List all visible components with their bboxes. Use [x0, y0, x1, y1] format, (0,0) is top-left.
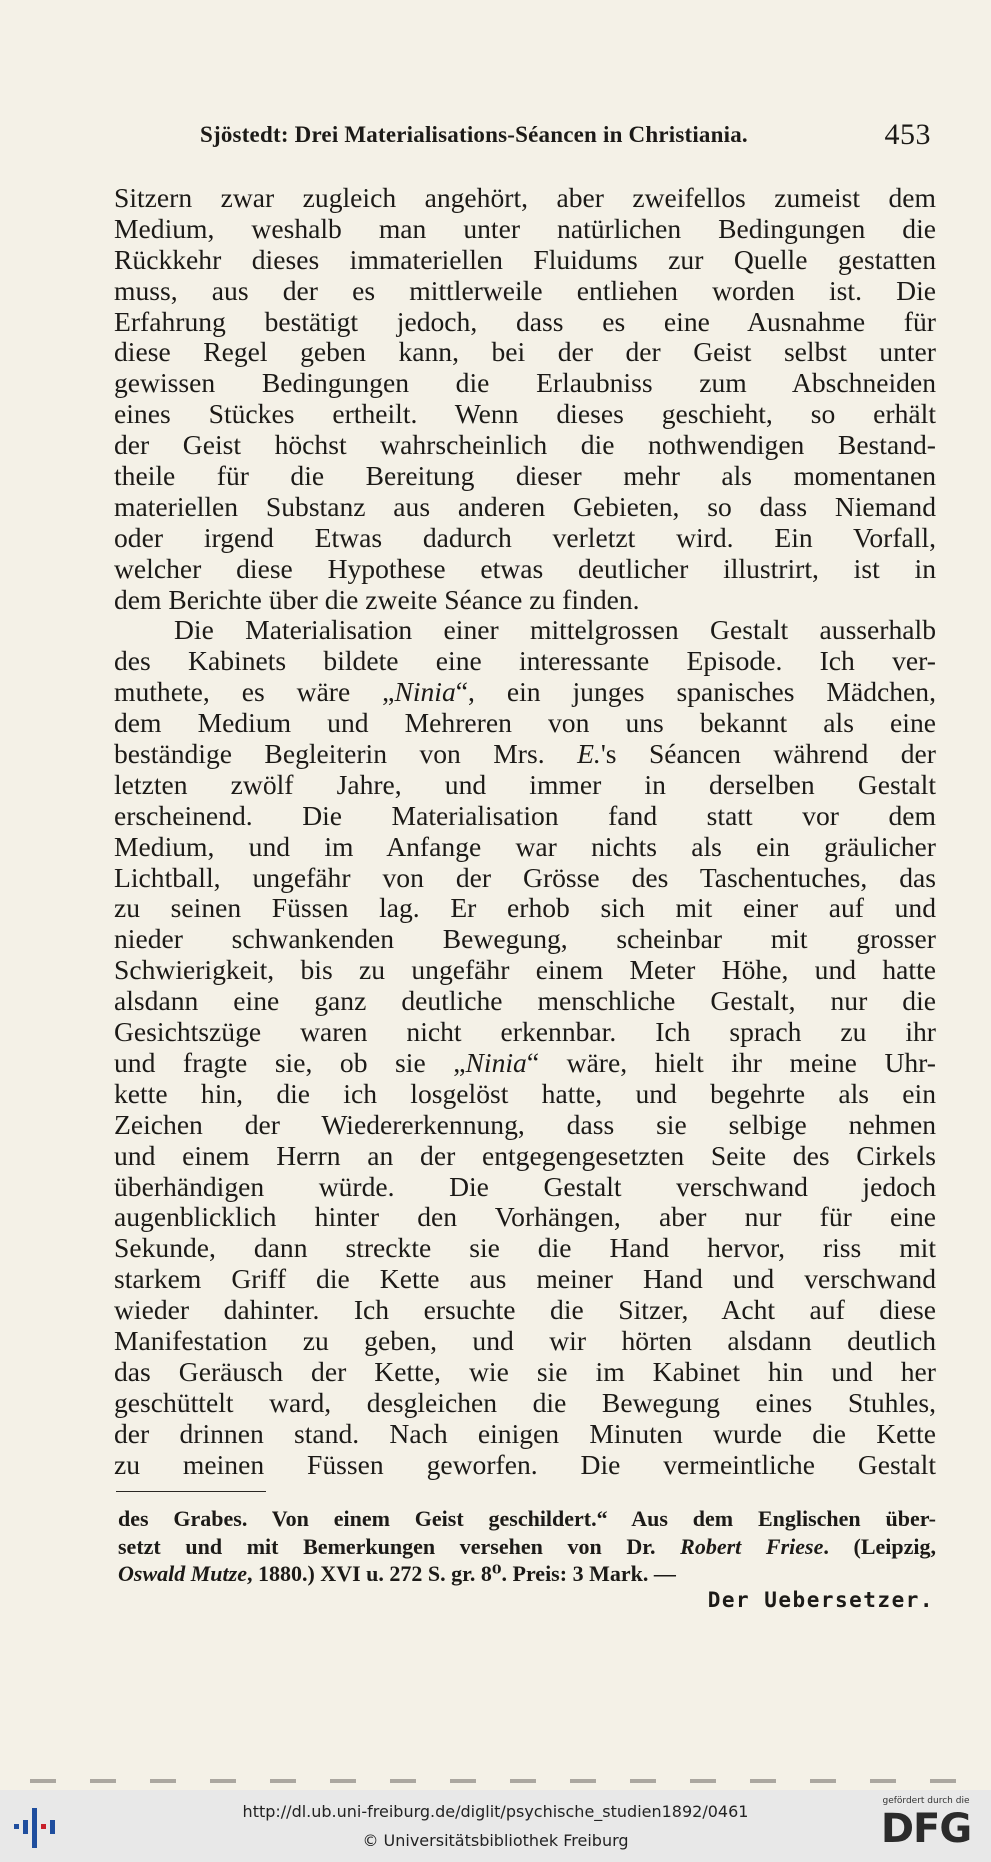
running-head — [200, 118, 935, 158]
text-line: und einem Herrn an der entgegengesetzten Seite des Cirkels — [114, 1140, 936, 1171]
text-line: nieder schwankenden Bewegung, scheinbar mit grosser — [114, 924, 936, 955]
text-line: Gesichtszüge waren nicht erkennbar. Ich sprach zu ihr — [114, 1017, 936, 1048]
text-line: theile für die Bereitung dieser mehr als momentanen — [114, 461, 936, 492]
permalink-url[interactable]: http://dl.ub.uni-freiburg.de/diglit/psychische_studien1892/0461 — [242, 1802, 749, 1821]
translator-signature: Der Uebersetzer. — [707, 1588, 934, 1612]
text-line: Zeichen der Wiedererkennung, dass sie selbige nehmen — [114, 1109, 936, 1140]
dfg-funding-badge[interactable] — [871, 1796, 981, 1858]
footnote-line: setzt und mit Bemerkungen versehen von Dr. Robert Friese. (Leipzig, — [118, 1533, 936, 1559]
text-line: Lichtball, ungefähr von der Grösse des Taschentuches, das — [114, 862, 936, 893]
footnote — [118, 1505, 936, 1612]
text-line: Medium, und im Anfange war nichts als ein gräulicher — [114, 831, 936, 862]
text-line: diese Regel geben kann, bei der der Geist selbst unter — [114, 337, 936, 368]
running-title: Sjöstedt: Drei Materialisations-Séancen in Christiania. — [200, 122, 748, 147]
text-line: geschüttelt ward, desgleichen die Bewegung eines Stuhles, — [114, 1387, 936, 1418]
text-line: Medium, weshalb man unter natürlichen Bedingungen die — [114, 213, 936, 244]
dfg-caption: gefördert durch die — [882, 1796, 970, 1806]
body-text — [114, 183, 936, 1480]
footnote-rule — [116, 1491, 266, 1492]
text-line: zu seinen Füssen lag. Er erhob sich mit einer auf und — [114, 893, 936, 924]
scan-edge-marks — [30, 1779, 980, 1783]
text-line: starkem Griff die Kette aus meiner Hand und verschwand — [114, 1264, 936, 1295]
text-line: dem Medium und Mehreren von uns bekannt als eine — [114, 708, 936, 739]
footnote-line: Oswald Mutze, 1880.) XVI u. 272 S. gr. 8⁰. Preis: 3 Mark. — — [118, 1561, 676, 1586]
text-line: oder irgend Etwas dadurch verletzt wird. Ein Vorfall, — [114, 522, 936, 553]
text-line: muss, aus der es mittlerweile entliehen worden ist. Die — [114, 275, 936, 306]
text-line: Erfahrung bestätigt jedoch, dass es eine Ausnahme für — [114, 306, 936, 337]
text-line: des Kabinets bildete eine interessante Episode. Ich ver- — [114, 646, 936, 677]
text-line: Schwierigkeit, bis zu ungefähr einem Meter Höhe, und hatte — [114, 955, 936, 986]
text-line: muthete, es wäre „Ninia“, ein junges spanisches Mädchen, — [114, 677, 936, 708]
text-line: alsdann eine ganz deutliche menschliche Gestalt, nur die — [114, 986, 936, 1017]
footnote-line: des Grabes. Von einem Geist geschildert.“ Aus dem Englischen über- — [118, 1506, 936, 1531]
text-line: eines Stückes ertheilt. Wenn dieses geschieht, so erhält — [114, 399, 936, 430]
text-line: der Geist höchst wahrscheinlich die nothwendigen Bestand- — [114, 430, 936, 461]
text-line: das Geräusch der Kette, wie sie im Kabinet hin und her — [114, 1356, 936, 1387]
text-line: welcher diese Hypothese etwas deutlicher illustrirt, ist in — [114, 553, 936, 584]
page-number: 453 — [884, 118, 931, 151]
text-line: überhändigen würde. Die Gestalt verschwand jedoch — [114, 1171, 936, 1202]
text-line: Rückkehr dieses immateriellen Fluidums zur Quelle gestatten — [114, 244, 936, 275]
text-line: wieder dahinter. Ich ersuchte die Sitzer, Acht auf diese — [114, 1295, 936, 1326]
paragraph-end-line: dem Berichte über die zweite Séance zu finden. — [114, 584, 640, 615]
text-line: augenblicklich hinter den Vorhängen, aber nur für eine — [114, 1202, 936, 1233]
text-line: erscheinend. Die Materialisation fand statt vor dem — [114, 800, 936, 831]
text-line: Sitzern zwar zugleich angehört, aber zweifellos zumeist dem — [114, 183, 936, 213]
paragraph-start-line: Die Materialisation einer mittelgrossen Gestalt ausserhalb — [174, 615, 936, 646]
text-line: zu meinen Füssen geworfen. Die vermeintliche Gestalt — [114, 1449, 936, 1480]
text-line: kette hin, die ich losgelöst hatte, und begehrte als ein — [114, 1078, 936, 1109]
text-line: materiellen Substanz aus anderen Gebieten, so dass Niemand — [114, 491, 936, 522]
text-line: der drinnen stand. Nach einigen Minuten wurde die Kette — [114, 1418, 936, 1449]
dfg-logo-icon: DFG — [880, 1806, 972, 1852]
text-line: gewissen Bedingungen die Erlaubniss zum Abschneiden — [114, 368, 936, 399]
text-line: beständige Begleiterin von Mrs. E.'s Séancen während der — [114, 739, 936, 770]
copyright-notice: © Universitätsbibliothek Freiburg — [362, 1831, 629, 1850]
text-line: Manifestation zu geben, und wir hörten alsdann deutlich — [114, 1325, 936, 1356]
viewer-footer — [0, 1790, 991, 1862]
text-line: und fragte sie, ob sie „Ninia“ wäre, hielt ihr meine Uhr- — [114, 1047, 936, 1078]
text-line: Sekunde, dann streckte sie die Hand hervor, riss mit — [114, 1233, 936, 1264]
text-line: letzten zwölf Jahre, und immer in derselben Gestalt — [114, 769, 936, 800]
